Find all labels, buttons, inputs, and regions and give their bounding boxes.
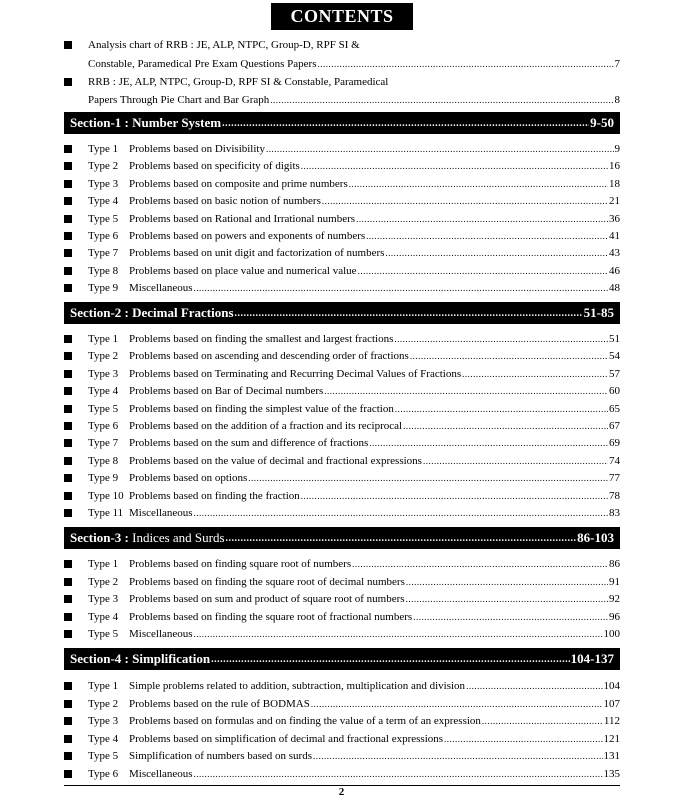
- toc-entry: [64, 211, 620, 227]
- entry-title: Simple problems related to addition, subtraction, multiplication and division: [129, 680, 466, 692]
- leader-dots: [194, 766, 603, 782]
- entry-page: 18: [609, 177, 620, 190]
- entry-title: Problems based on finding the smallest and largest fractions: [129, 333, 394, 345]
- toc-entry: [64, 470, 620, 486]
- leader-dots: [356, 211, 608, 227]
- intro-entry-text: Analysis chart of RRB : JE, ALP, NTPC, Group-D, RPF SI &: [88, 39, 360, 51]
- section-pages: 104-137: [570, 651, 614, 666]
- leader-dots: [318, 56, 614, 72]
- toc-entry: [64, 263, 620, 279]
- section-pages: 51-85: [583, 305, 614, 320]
- leader-dots: [235, 308, 583, 319]
- toc-entry: [64, 713, 620, 729]
- leader-dots: [394, 331, 608, 347]
- leader-dots: [313, 748, 602, 764]
- entry-type: Type 10: [88, 489, 124, 502]
- entry-page: 86: [609, 558, 620, 570]
- leader-dots: [406, 574, 608, 590]
- entry-type: Type 7: [88, 437, 119, 450]
- toc-entry: [64, 678, 620, 694]
- leader-dots: [324, 383, 608, 399]
- bullet-icon: [64, 682, 72, 690]
- entry-title: Problems based on powers and exponents of numbers: [129, 230, 366, 242]
- entry-title: Problems based on the sum and difference of fractions: [129, 437, 369, 450]
- entry-type: Type 3: [88, 715, 119, 728]
- leader-dots: [423, 453, 608, 469]
- section-title: Section-4 : Simplification: [70, 651, 211, 666]
- leader-dots: [403, 418, 608, 434]
- entry-title: Problems based on simplification of decimal and fractional expressions: [129, 732, 444, 745]
- leader-dots: [311, 696, 603, 712]
- toc-entry: [64, 228, 620, 244]
- toc-entry: [64, 348, 620, 364]
- bullet-icon: [64, 197, 72, 205]
- entry-page: 96: [609, 610, 620, 623]
- entry-page: 65: [609, 402, 620, 415]
- entry-type: Type 6: [88, 420, 119, 432]
- bullet-icon: [64, 509, 72, 517]
- footer-page-number: 2: [338, 786, 345, 798]
- section-title-bold: Section-3 :: [70, 530, 129, 545]
- entry-type: Type 4: [88, 385, 119, 398]
- section-title-light: Indices and Surds: [128, 530, 225, 545]
- entry-title: Problems based on Terminating and Recurring Decimal Values of Fractions: [129, 367, 462, 380]
- intro-entry-text: RRB : JE, ALP, NTPC, Group-D, RPF SI & Constable, Paramedical: [88, 76, 389, 88]
- section-pages: 9-50: [590, 115, 614, 130]
- intro-entry-page: 7: [614, 58, 620, 70]
- bullet-icon: [64, 78, 72, 86]
- bullet-icon: [64, 613, 72, 621]
- bullet-icon: [64, 180, 72, 188]
- bullet-icon: [64, 249, 72, 257]
- intro-entry-2-line1: [64, 74, 620, 90]
- entry-page: 16: [609, 160, 620, 173]
- entry-title: Miscellaneous: [129, 282, 193, 295]
- entry-type: Type 1: [88, 333, 119, 345]
- entry-type: Type 8: [88, 264, 119, 277]
- leader-dots: [395, 401, 608, 417]
- bullet-icon: [64, 578, 72, 586]
- entry-type: Type 4: [88, 732, 119, 745]
- leader-dots: [322, 193, 608, 209]
- leader-dots: [444, 731, 602, 747]
- entry-title: Problems based on the rule of BODMAS: [129, 697, 310, 710]
- bullet-icon: [64, 752, 72, 760]
- bullet-icon: [64, 41, 72, 49]
- entry-page: 74: [609, 454, 620, 467]
- entry-title: Miscellaneous: [129, 628, 193, 640]
- section-title: Section-1 : Number System: [70, 115, 222, 130]
- toc-entry: [64, 609, 620, 625]
- leader-dots: [211, 654, 570, 665]
- entry-type: Type 6: [88, 768, 119, 780]
- intro-entry-2-line2: [64, 92, 620, 108]
- entry-page: 54: [609, 350, 620, 363]
- toc-entry: [64, 696, 620, 712]
- section-1-header: [64, 112, 620, 134]
- toc-entry: [64, 193, 620, 209]
- leader-dots: [194, 280, 608, 296]
- bullet-icon: [64, 232, 72, 240]
- entry-type: Type 2: [88, 350, 119, 363]
- entry-type: Type 1: [88, 143, 119, 155]
- entry-type: Type 5: [88, 402, 119, 415]
- entry-page: 67: [609, 420, 620, 432]
- entry-title: Problems based on place value and numerical value: [129, 264, 357, 277]
- entry-page: 21: [609, 195, 620, 208]
- toc-entry: [64, 280, 620, 296]
- entry-title: Problems based on finding square root of numbers: [129, 558, 352, 570]
- leader-dots: [410, 348, 608, 364]
- bullet-icon: [64, 700, 72, 708]
- entry-page: 43: [609, 247, 620, 260]
- entry-title: Miscellaneous: [129, 507, 193, 519]
- entry-page: 48: [609, 282, 620, 295]
- bullet-icon: [64, 457, 72, 465]
- section-2-header: [64, 302, 620, 324]
- entry-type: Type 1: [88, 680, 119, 692]
- section-3-header: [64, 527, 620, 549]
- leader-dots: [194, 505, 608, 521]
- bullet-icon: [64, 595, 72, 603]
- entry-title: Problems based on formulas and on finding the value of a term of an expression: [129, 715, 481, 728]
- entry-type: Type 3: [88, 593, 119, 605]
- entry-title: Problems based on sum and product of square root of numbers: [129, 593, 405, 605]
- toc-entry: [64, 556, 620, 572]
- leader-dots: [369, 435, 608, 451]
- leader-dots: [482, 713, 603, 729]
- entry-title: Simplification of numbers based on surds: [129, 750, 313, 763]
- section-pages: 86-103: [577, 530, 614, 545]
- entry-title: Problems based on specificity of digits: [129, 160, 300, 173]
- bullet-icon: [64, 335, 72, 343]
- entry-page: 92: [609, 593, 620, 605]
- entry-page: 36: [609, 212, 620, 225]
- bullet-icon: [64, 630, 72, 638]
- toc-entry: [64, 505, 620, 521]
- entry-type: Type 8: [88, 454, 119, 467]
- entry-title: Problems based on ascending and descending order of fractions: [129, 350, 409, 363]
- leader-dots: [366, 228, 608, 244]
- bullet-icon: [64, 439, 72, 447]
- toc-entry: [64, 418, 620, 434]
- entry-title: Problems based on options: [129, 472, 248, 485]
- section-4-header: [64, 648, 620, 670]
- toc-entry: [64, 176, 620, 192]
- entry-type: Type 7: [88, 247, 119, 260]
- leader-dots: [194, 626, 603, 642]
- entry-page: 51: [609, 333, 620, 345]
- bullet-icon: [64, 770, 72, 778]
- bullet-icon: [64, 352, 72, 360]
- section-title: Section-2 : Decimal Fractions: [70, 305, 234, 320]
- leader-dots: [266, 141, 614, 157]
- section-title: [70, 530, 225, 546]
- bullet-icon: [64, 405, 72, 413]
- entry-type: Type 6: [88, 230, 119, 242]
- entry-page: 91: [609, 575, 620, 588]
- entry-type: Type 1: [88, 558, 119, 570]
- toc-entry: [64, 158, 620, 174]
- entry-page: 100: [603, 628, 620, 640]
- entry-title: Problems based on finding the simplest value of the fraction: [129, 402, 394, 415]
- entry-page: 69: [609, 437, 620, 450]
- entry-page: 9: [614, 143, 620, 155]
- bullet-icon: [64, 560, 72, 568]
- toc-entry: [64, 401, 620, 417]
- leader-dots: [301, 158, 608, 174]
- entry-title: Problems based on basic notion of numbers: [129, 195, 321, 208]
- toc-entry: [64, 383, 620, 399]
- entry-page: 60: [609, 385, 620, 398]
- entry-title: Problems based on Bar of Decimal numbers: [129, 385, 324, 398]
- entry-page: 57: [609, 367, 620, 380]
- leader-dots: [270, 92, 613, 108]
- toc-entry: [64, 366, 620, 382]
- leader-dots: [358, 263, 608, 279]
- entry-title: Problems based on Rational and Irrational numbers: [129, 212, 356, 225]
- entry-type: Type 11: [88, 507, 124, 519]
- entry-page: 131: [603, 750, 620, 763]
- toc-entry: [64, 591, 620, 607]
- bullet-icon: [64, 267, 72, 275]
- entry-title: Problems based on the addition of a fraction and its reciprocal: [129, 420, 403, 432]
- entry-page: 77: [609, 472, 620, 485]
- entry-page: 46: [609, 264, 620, 277]
- leader-dots: [466, 678, 602, 694]
- entry-page: 41: [609, 230, 620, 242]
- toc-entry: [64, 453, 620, 469]
- bullet-icon: [64, 387, 72, 395]
- entry-type: Type 3: [88, 177, 119, 190]
- entry-title: Problems based on finding the fraction: [129, 489, 300, 502]
- entry-page: 78: [609, 489, 620, 502]
- entry-title: Problems based on Divisibility: [129, 143, 265, 155]
- entry-page: 112: [603, 715, 620, 728]
- intro-entry-1-line1: [64, 37, 620, 53]
- entry-page: 104: [603, 680, 620, 692]
- entry-type: Type 9: [88, 282, 119, 295]
- toc-entry: [64, 488, 620, 504]
- entry-type: Type 3: [88, 367, 119, 380]
- leader-dots: [248, 470, 608, 486]
- leader-dots: [349, 176, 608, 192]
- entry-type: Type 2: [88, 160, 119, 173]
- bullet-icon: [64, 370, 72, 378]
- leader-dots: [385, 245, 608, 261]
- toc-entry: [64, 435, 620, 451]
- leader-dots: [301, 488, 608, 504]
- intro-entry-text: Constable, Paramedical Pre Exam Questions Papers: [88, 58, 317, 70]
- leader-dots: [226, 533, 577, 544]
- bullet-icon: [64, 735, 72, 743]
- entry-title: Problems based on unit digit and factorization of numbers: [129, 247, 385, 260]
- leader-dots: [222, 118, 589, 129]
- entry-title: Problems based on finding the square root of decimal numbers: [129, 575, 405, 588]
- leader-dots: [413, 609, 608, 625]
- leader-dots: [406, 591, 608, 607]
- toc-entry: [64, 245, 620, 261]
- toc-entry: [64, 626, 620, 642]
- toc-entry: [64, 331, 620, 347]
- bullet-icon: [64, 474, 72, 482]
- bullet-icon: [64, 492, 72, 500]
- bullet-icon: [64, 284, 72, 292]
- entry-type: Type 2: [88, 575, 119, 588]
- entry-title: Miscellaneous: [129, 768, 193, 780]
- entry-title: Problems based on finding the square root of fractional numbers: [129, 610, 413, 623]
- toc-entry: [64, 731, 620, 747]
- entry-type: Type 4: [88, 195, 119, 208]
- leader-dots: [352, 556, 608, 572]
- intro-entry-page: 8: [614, 94, 620, 106]
- bullet-icon: [64, 717, 72, 725]
- entry-type: Type 9: [88, 472, 119, 485]
- toc-entry: [64, 748, 620, 764]
- toc-entry: [64, 766, 620, 782]
- entry-type: Type 5: [88, 750, 119, 763]
- toc-entry: [64, 574, 620, 590]
- bullet-icon: [64, 162, 72, 170]
- toc-entry: [64, 141, 620, 157]
- entry-title: Problems based on the value of decimal and fractional expressions: [129, 454, 422, 467]
- leader-dots: [462, 366, 608, 382]
- bullet-icon: [64, 422, 72, 430]
- entry-page: 83: [609, 507, 620, 519]
- page-title: CONTENTS: [271, 3, 413, 30]
- bullet-icon: [64, 145, 72, 153]
- intro-entry-1-line2: [64, 56, 620, 72]
- bullet-icon: [64, 215, 72, 223]
- entry-page: 135: [603, 768, 620, 780]
- entry-type: Type 5: [88, 628, 119, 640]
- entry-type: Type 2: [88, 697, 119, 710]
- intro-entry-text: Papers Through Pie Chart and Bar Graph: [88, 94, 270, 106]
- entry-type: Type 5: [88, 212, 119, 225]
- entry-page: 121: [603, 732, 620, 745]
- entry-title: Problems based on composite and prime numbers: [129, 177, 348, 190]
- entry-type: Type 4: [88, 610, 119, 623]
- entry-page: 107: [603, 697, 620, 710]
